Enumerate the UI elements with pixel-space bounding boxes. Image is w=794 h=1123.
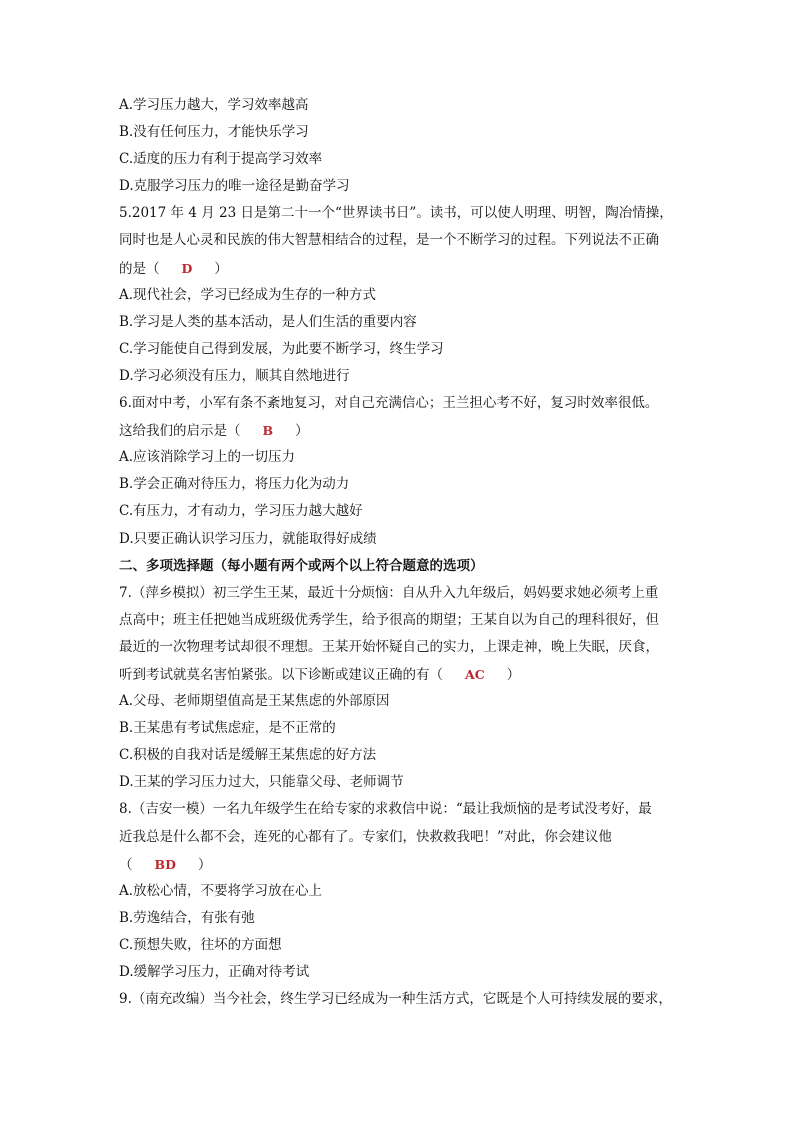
q7-option-a: A.父母、老师期望值高是王某焦虑的外部原因 [119, 693, 390, 710]
q4-option-c: C.适度的压力有利于提高学习效率 [119, 151, 323, 168]
q4-option-a: A.学习压力越大，学习效率越高 [119, 97, 309, 113]
q6-option-c: C.有压力，才有动力，学习压力越大越好 [119, 503, 363, 520]
q8-option-a: A.放松心情，不要将学习放在心上 [119, 882, 323, 899]
q8-stem-line-2: 近我总是什么都不会，连死的心都有了。专家们，快救救我吧！”对此，你会建议他 [119, 828, 612, 845]
document-page [119, 92, 679, 1013]
q8-stem-close: ） [197, 856, 212, 873]
q7-answer: AC [465, 666, 485, 682]
q7-option-b: B.王某患有考试焦虑症，是不正常的 [119, 720, 336, 737]
q7-stem-line-2: 点高中；班主任把她当成班级优秀学生，给予很高的期望；王某自以为自己的理科很好，但 [119, 611, 659, 628]
q7-stem-line-3: 最近的一次物理考试却很不理想。王某开始怀疑自己的实力，上课走神，晚上失眠，厌食， [119, 638, 659, 655]
q7-option-c: C.积极的自我对话是缓解王某焦虑的好方法 [119, 747, 377, 764]
q7-stem-text: 听到考试就莫名害怕紧张。以下诊断或建议正确的有（ [119, 666, 443, 683]
q5-option-c: C.学习能使自己得到发展，为此要不断学习，终生学习 [119, 340, 444, 357]
q7-stem-close: ） [506, 666, 521, 683]
q8-stem-line-1: 8.（吉安一模）一名九年级学生在给专家的求救信中说：“最让我烦恼的是考试没考好，最 [119, 801, 652, 818]
q5-stem-line-2: 同时也是人心灵和民族的伟大智慧相结合的过程，是一个不断学习的过程。下列说法不正确 [119, 232, 659, 249]
q5-stem-line-3 [119, 255, 679, 282]
q5-stem-line-1: 5.2017 年 4 月 23 日是第二十一个“世界读书日”。读书，可以使人明理、明智，陶冶情操， [119, 205, 673, 222]
q6-stem-line-2 [119, 417, 679, 444]
q5-answer: D [181, 260, 193, 276]
q7-stem-line-1: 7.（萍乡模拟）初三学生王某，最近十分烦恼：自从升入九年级后，妈妈要求她必须考上重 [119, 584, 659, 601]
q8-option-b: B.劳逸结合，有张有弛 [119, 909, 255, 926]
q6-option-a: A.应该消除学习上的一切压力 [119, 449, 296, 466]
q7-stem-line-4 [119, 661, 679, 688]
q8-stem-text: （ [119, 856, 133, 873]
q6-stem-text: 这给我们的启示是（ [119, 423, 241, 440]
q9-stem-line-1: 9.（南充改编）当今社会，终生学习已经成为一种生活方式，它既是个人可持续发展的要求， [119, 991, 672, 1008]
q8-option-c: C.预想失败，往坏的方面想 [119, 936, 282, 953]
q6-option-d: D.只要正确认识学习压力，就能取得好成绩 [119, 530, 377, 547]
q5-option-d: D.学习必须没有压力，顺其自然地进行 [119, 367, 350, 384]
q4-option-b: B.没有任何压力，才能快乐学习 [119, 124, 309, 141]
q6-stem-line-1: 6.面对中考，小军有条不紊地复习，对自己充满信心；王兰担心考不好，复习时效率很低。 [119, 395, 659, 412]
q5-stem-close: ） [214, 260, 228, 277]
q6-option-b: B.学会正确对待压力，将压力化为动力 [119, 476, 350, 493]
q4-option-d: D.克服学习压力的唯一途径是勤奋学习 [119, 178, 350, 195]
q5-stem-text: 的是（ [119, 260, 160, 277]
q6-stem-close: ） [295, 423, 309, 440]
q6-answer: B [262, 423, 274, 439]
q5-option-a: A.现代社会，学习已经成为生存的一种方式 [119, 286, 377, 303]
section-title: 二、多项选择题（每小题有两个或两个以上符合题意的选项） [119, 557, 484, 574]
q7-option-d: D.王某的学习压力过大，只能靠父母、老师调节 [119, 774, 404, 791]
q8-option-d: D.缓解学习压力，正确对待考试 [119, 964, 310, 980]
q8-stem-line-3 [119, 851, 679, 878]
q5-option-b: B.学习是人类的基本活动，是人们生活的重要内容 [119, 313, 417, 330]
q8-answer: BD [154, 856, 176, 872]
